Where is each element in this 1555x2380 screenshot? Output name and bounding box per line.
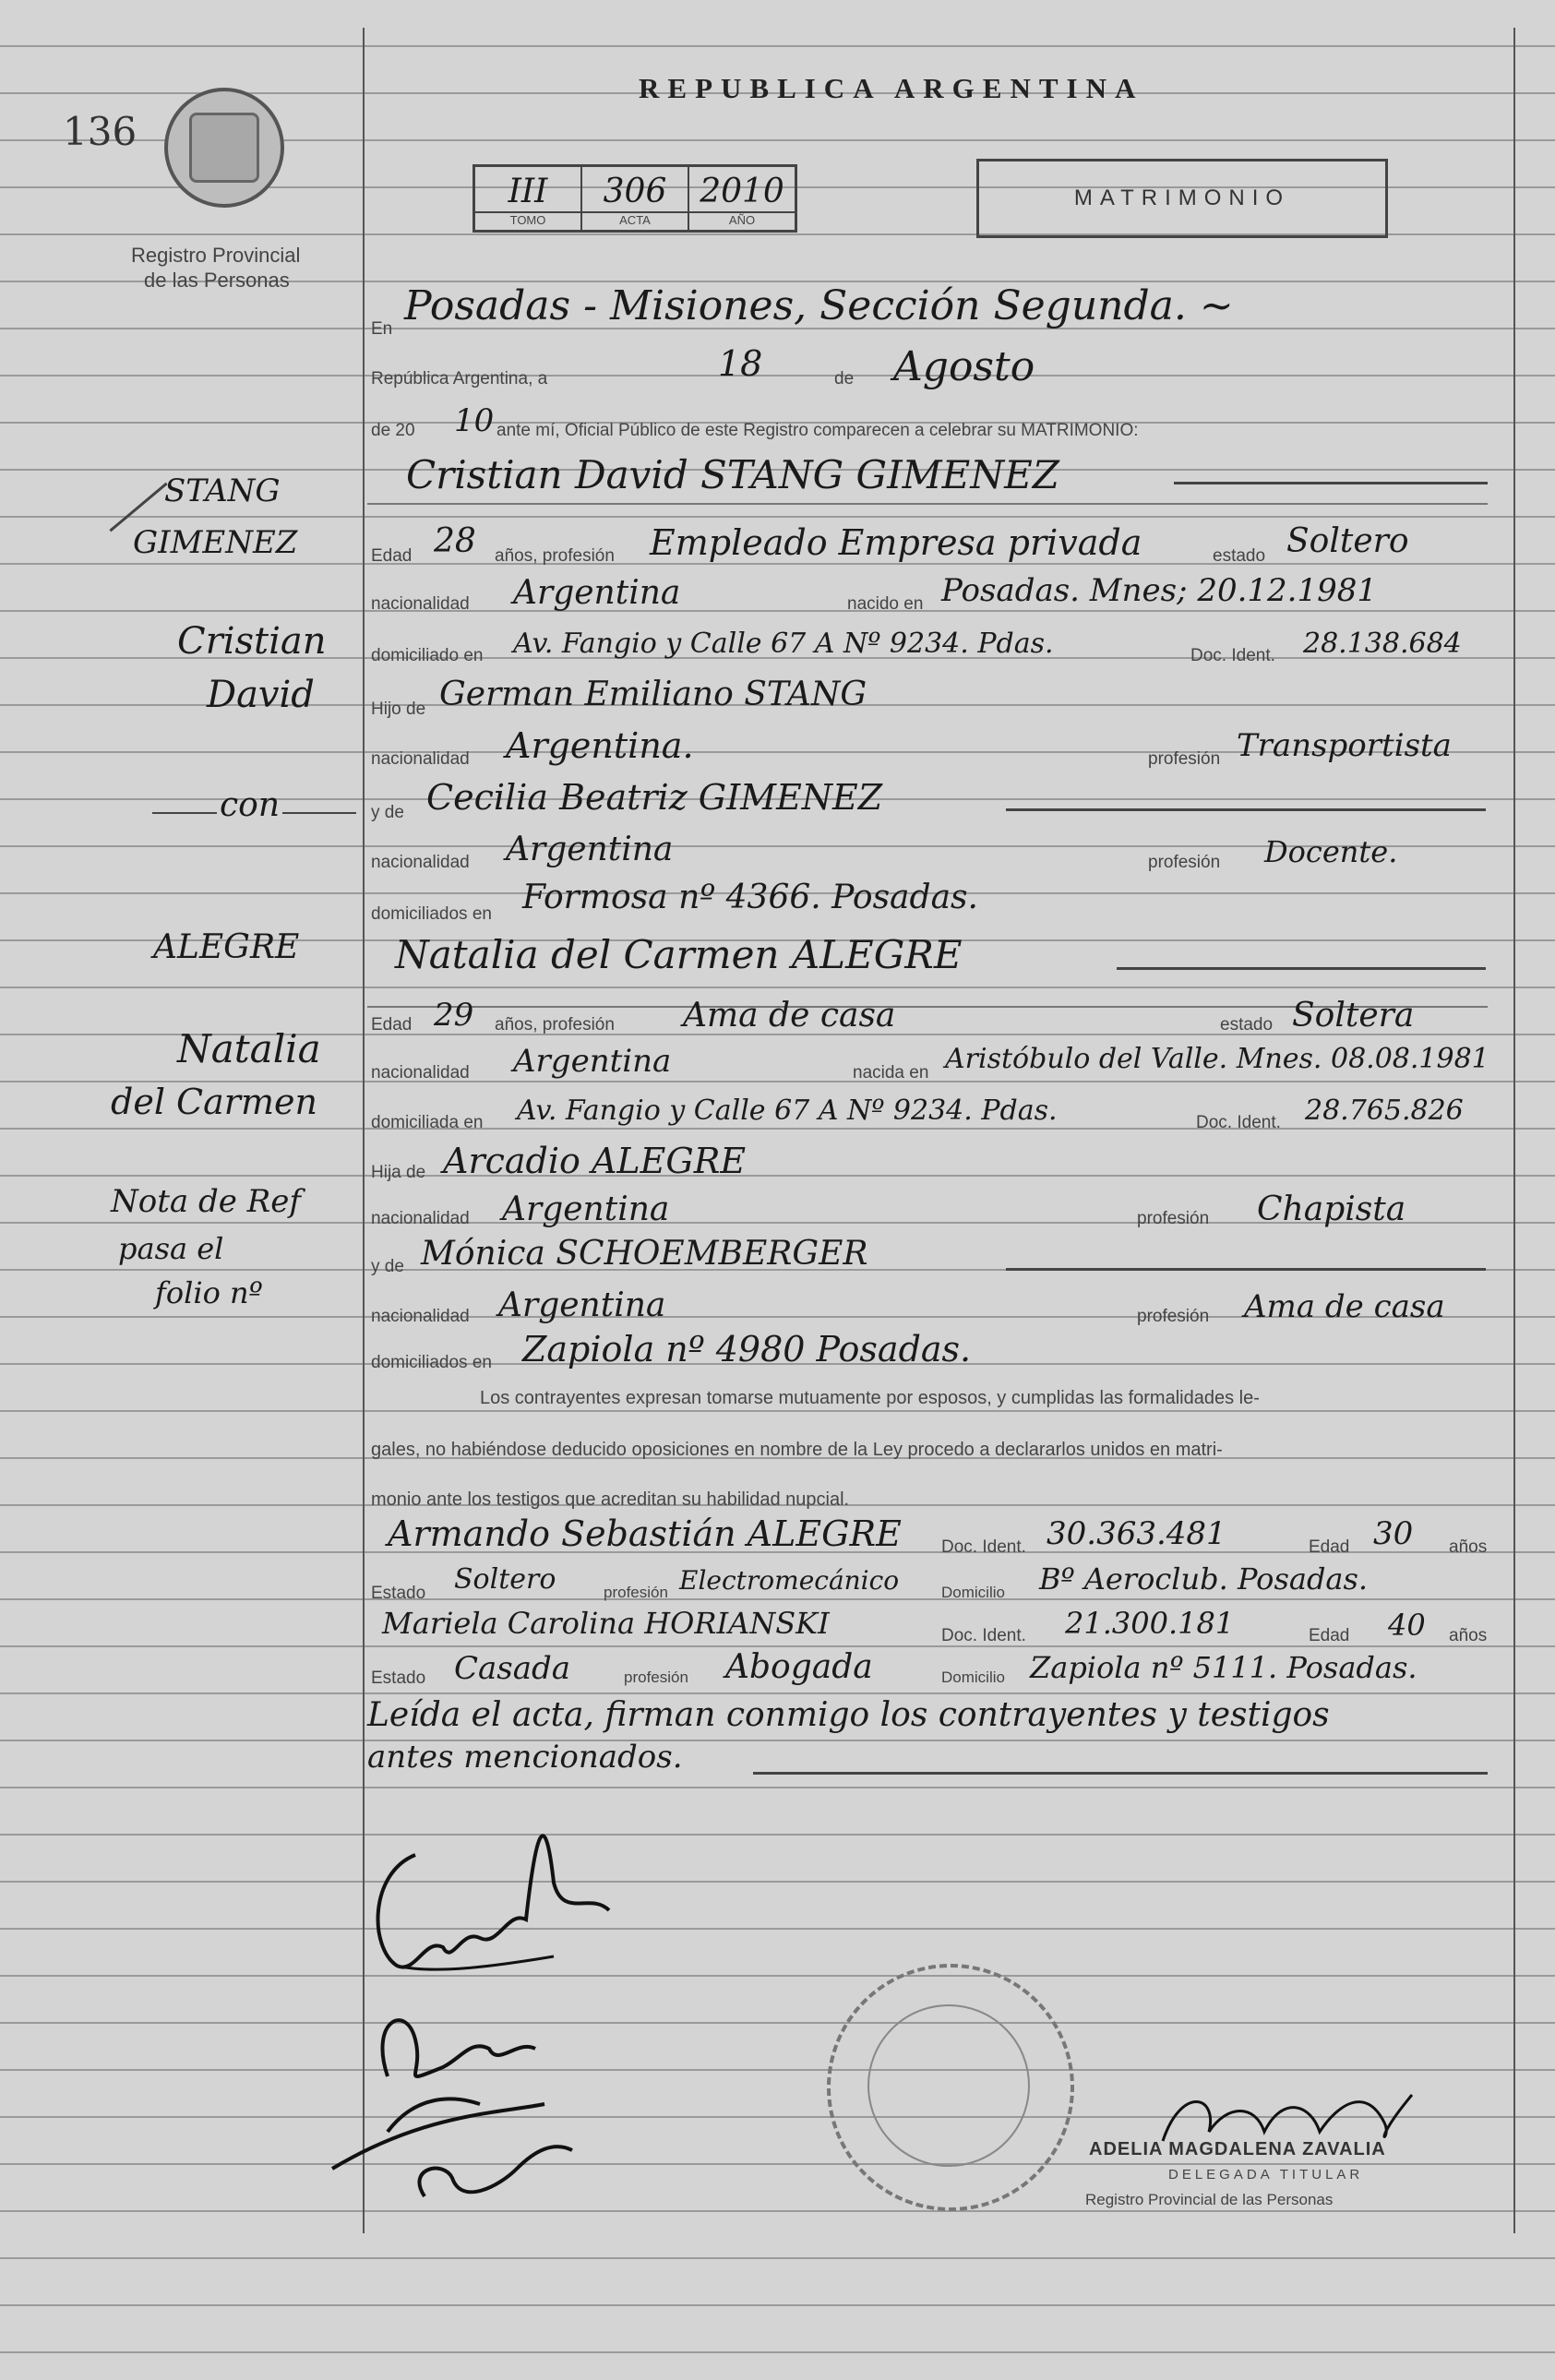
- label-prof-bfather: profesión: [1137, 1209, 1210, 1228]
- label-nac-bmother: nacionalidad: [371, 1307, 470, 1326]
- bride-nationality: Argentina: [513, 1043, 672, 1080]
- witness1-age: 30: [1373, 1515, 1414, 1552]
- label-de-month: de: [834, 369, 855, 389]
- margin-bride-given-2: del Carmen: [111, 1082, 317, 1122]
- label-prof-gfather: profesión: [1148, 749, 1221, 769]
- label-nac-gfather: nacionalidad: [371, 749, 470, 769]
- bride-mother-profession: Ama de casa: [1244, 1288, 1445, 1325]
- label-nac-gmother: nacionalidad: [371, 853, 470, 872]
- label-domiciliados-groom: domiciliados en: [371, 904, 492, 924]
- margin-con-line-right: [282, 812, 356, 814]
- folio-number: 136: [63, 109, 138, 154]
- label-domiciliados-bride: domiciliados en: [371, 1353, 492, 1372]
- label-estado-groom: estado: [1213, 546, 1266, 566]
- official-org: Registro Provincial de las Personas: [1085, 2191, 1334, 2208]
- groom-doc: 28.138.684: [1303, 628, 1462, 660]
- label-edad-w2: Edad: [1309, 1626, 1350, 1645]
- bride-doc: 28.765.826: [1305, 1094, 1464, 1127]
- margin-groom-surname-2: GIMENEZ: [133, 524, 298, 561]
- groom-mother-profession: Docente.: [1264, 834, 1398, 869]
- tomo-acta-anio-box: [472, 164, 797, 233]
- label-nacida: nacida en: [853, 1063, 929, 1082]
- closing-line-2: antes mencionados.: [367, 1739, 683, 1776]
- label-edad-w1: Edad: [1309, 1537, 1350, 1557]
- bride-birth: Aristóbulo del Valle. Mnes. 08.08.1981: [945, 1043, 1489, 1075]
- witness1-doc: 30.363.481: [1047, 1515, 1226, 1552]
- groom-mother-nationality: Argentina: [506, 831, 674, 868]
- label-en: En: [371, 319, 393, 339]
- label-estado-bride: estado: [1220, 1015, 1274, 1035]
- official-stamp-inner-icon: [867, 2004, 1030, 2167]
- legal-text-3: monio ante los testigos que acreditan su habilidad nupcial.: [371, 1489, 850, 1510]
- anio-value: 2010: [700, 173, 784, 210]
- bride-address: Av. Fangio y Calle 67 A Nº 9234. Pdas.: [517, 1094, 1058, 1127]
- country-title: REPUBLICA ARGENTINA: [639, 72, 1144, 104]
- groom-age: 28: [434, 522, 476, 560]
- legal-text-2: gales, no habiéndose deducido oposiciones en nombre de la Ley procedo a declararlos unidos en matri-: [371, 1440, 1223, 1460]
- bride-father: Arcadio ALEGRE: [443, 1141, 747, 1181]
- label-edad-bride: Edad: [371, 1015, 413, 1035]
- witness1-status: Soltero: [454, 1563, 556, 1596]
- label-anos-w1: años: [1449, 1537, 1488, 1557]
- label-estado-w1: Estado: [371, 1584, 426, 1603]
- label-prof-bmother: profesión: [1137, 1307, 1210, 1326]
- acta-label: ACTA: [582, 211, 688, 230]
- witness1-address: Bº Aeroclub. Posadas.: [1039, 1561, 1369, 1597]
- label-edad-groom: Edad: [371, 546, 413, 566]
- label-nacionalidad-bride: nacionalidad: [371, 1063, 470, 1082]
- margin-bride-surname: ALEGRE: [153, 928, 300, 966]
- right-margin-rule: [1513, 28, 1515, 2233]
- bride-name-underline: [1117, 967, 1486, 970]
- tomo-value: III: [508, 173, 548, 210]
- groom-mother-underline: [1006, 808, 1486, 811]
- label-prof-gmother: profesión: [1148, 853, 1221, 872]
- bride-father-nationality: Argentina: [502, 1190, 670, 1228]
- witness2-name: Mariela Carolina HORIANSKI: [382, 1606, 830, 1641]
- label-domiciliada: domiciliada en: [371, 1113, 484, 1132]
- margin-con: con: [220, 786, 281, 824]
- groom-status: Soltero: [1286, 522, 1409, 560]
- acta-cell: [582, 167, 689, 230]
- section-divider-1: [367, 503, 1488, 505]
- provincial-seal-icon: [164, 88, 284, 208]
- label-doc-w2: Doc. Ident.: [941, 1626, 1026, 1645]
- legal-text-1: Los contrayentes expresan tomarse mutuamente por esposos, y cumplidas las formalidades le-: [480, 1388, 1260, 1408]
- anio-cell: [689, 167, 795, 230]
- label-domicilio-w2: Domicilio: [941, 1668, 1005, 1686]
- bride-full-name: Natalia del Carmen ALEGRE: [395, 932, 963, 977]
- signatures-graphic: [314, 1800, 701, 2233]
- margin-groom-surname-1: STANG: [164, 472, 281, 509]
- witness2-age: 40: [1388, 1608, 1426, 1643]
- witness1-profession: Electromecánico: [679, 1565, 900, 1596]
- label-domicilio-w1: Domicilio: [941, 1584, 1005, 1601]
- margin-con-line-left: [152, 812, 217, 814]
- label-prof-w2: profesión: [624, 1668, 688, 1686]
- registry-name-line2: de las Personas: [144, 269, 290, 292]
- label-doc-w1: Doc. Ident.: [941, 1537, 1026, 1557]
- label-yde-bride: y de: [371, 1257, 404, 1276]
- act-year-suffix: 10: [454, 402, 495, 439]
- label-year-prefix: de 20: [371, 421, 415, 440]
- groom-parents-address: Formosa nº 4366. Posadas.: [522, 879, 978, 916]
- bride-mother-underline: [1006, 1268, 1486, 1271]
- label-domiciliado: domiciliado en: [371, 646, 484, 665]
- groom-name-underline: [1174, 482, 1488, 484]
- label-republica: República Argentina, a: [371, 369, 548, 389]
- tomo-cell: [475, 167, 582, 230]
- groom-birth: Posadas. Mnes; 20.12.1981: [941, 572, 1377, 609]
- label-nacionalidad-groom: nacionalidad: [371, 594, 470, 614]
- groom-mother: Cecilia Beatriz GIMENEZ: [426, 777, 883, 818]
- label-ante-mi: ante mí, Oficial Público de este Registro comparecen a celebrar su MATRIMONIO:: [496, 421, 1139, 440]
- bride-father-profession: Chapista: [1257, 1190, 1406, 1228]
- label-hija: Hija de: [371, 1163, 426, 1182]
- label-hijo: Hijo de: [371, 700, 426, 719]
- official-role: DELEGADA TITULAR: [1168, 2167, 1364, 2183]
- label-anos-w2: años: [1449, 1626, 1488, 1645]
- witness2-profession: Abogada: [725, 1648, 873, 1686]
- acta-value: 306: [603, 173, 667, 210]
- label-nac-bfather: nacionalidad: [371, 1209, 470, 1228]
- margin-note-2: pasa el: [118, 1231, 224, 1266]
- registry-name-line1: Registro Provincial: [131, 244, 301, 267]
- bride-parents-address: Zapiola nº 4980 Posadas.: [522, 1329, 972, 1369]
- margin-bride-given-1: Natalia: [177, 1026, 321, 1071]
- groom-father-nationality: Argentina.: [506, 725, 694, 766]
- margin-note-1: Nota de Ref: [111, 1183, 301, 1220]
- bride-profession: Ama de casa: [683, 997, 896, 1035]
- groom-full-name: Cristian David STANG GIMENEZ: [406, 452, 1059, 497]
- label-nacido: nacido en: [847, 594, 924, 614]
- margin-groom-given-1: Cristian: [177, 620, 327, 663]
- label-yde-groom: y de: [371, 803, 404, 822]
- label-anos-prof-bride: años, profesión: [495, 1015, 615, 1035]
- bride-status: Soltera: [1292, 997, 1415, 1035]
- label-anos-prof-groom: años, profesión: [495, 546, 615, 566]
- groom-nationality: Argentina: [513, 574, 681, 612]
- witness2-doc: 21.300.181: [1065, 1606, 1235, 1641]
- label-doc-bride: Doc. Ident.: [1196, 1113, 1281, 1132]
- tomo-label: TOMO: [475, 211, 580, 230]
- witness1-name: Armando Sebastián ALEGRE: [388, 1513, 902, 1554]
- bride-age: 29: [434, 997, 474, 1034]
- act-month: Agosto: [893, 343, 1035, 390]
- closing-line-1: Leída el acta, firman conmigo los contrayentes y testigos: [367, 1696, 1330, 1734]
- groom-father-profession: Transportista: [1237, 727, 1452, 764]
- groom-profession: Empleado Empresa privada: [650, 522, 1142, 563]
- groom-address: Av. Fangio y Calle 67 A Nº 9234. Pdas.: [513, 628, 1054, 660]
- label-prof-w1: profesión: [604, 1584, 668, 1601]
- witness2-address: Zapiola nº 5111. Posadas.: [1030, 1650, 1417, 1685]
- label-estado-w2: Estado: [371, 1668, 426, 1688]
- act-type-box: MATRIMONIO: [976, 159, 1388, 238]
- bride-mother-nationality: Argentina: [498, 1286, 666, 1324]
- closing-underline: [753, 1772, 1488, 1775]
- margin-groom-given-2: David: [207, 674, 315, 716]
- witness2-status: Casada: [454, 1650, 571, 1687]
- label-doc-groom: Doc. Ident.: [1190, 646, 1275, 665]
- margin-note-3: folio nº: [155, 1275, 263, 1310]
- act-place: Posadas - Misiones, Sección Segunda. ~: [404, 282, 1234, 329]
- act-day: 18: [718, 343, 763, 384]
- anio-label: AÑO: [689, 211, 795, 230]
- groom-father: German Emiliano STANG: [439, 676, 867, 713]
- bride-mother: Mónica SCHOEMBERGER: [421, 1235, 868, 1273]
- official-name: ADELIA MAGDALENA ZAVALIA: [1089, 2139, 1386, 2159]
